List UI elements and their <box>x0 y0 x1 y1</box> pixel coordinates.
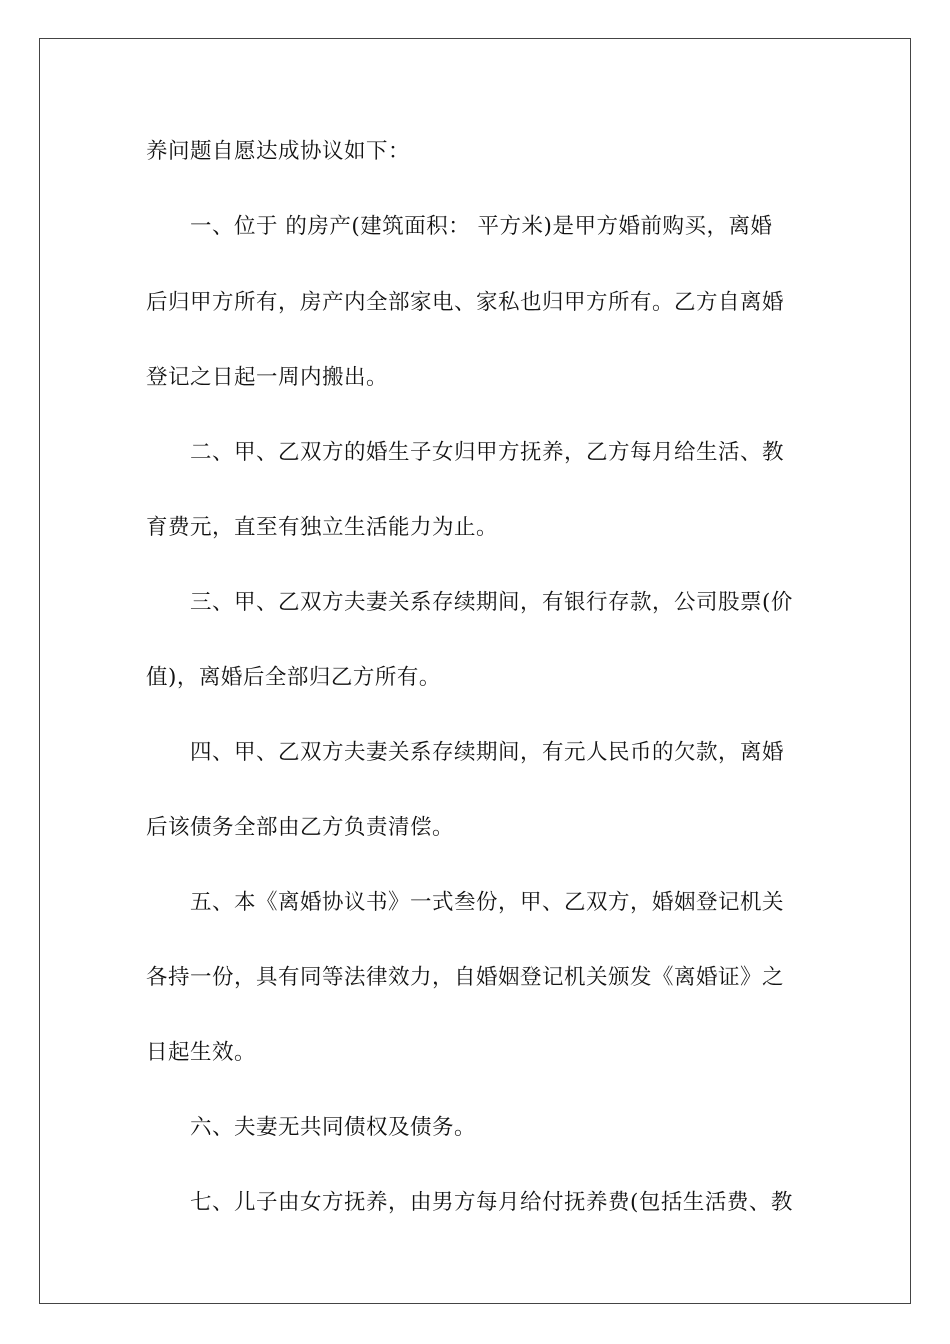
clause-2-line-2: 育费元，直至有独立生活能力为止。 <box>146 515 499 540</box>
clause-3-line-2: 值)，离婚后全部归乙方所有。 <box>146 665 441 690</box>
clause-3-line-1: 三、甲、乙双方夫妻关系存续期间，有银行存款，公司股票(价 <box>190 590 793 615</box>
clause-5-line-3: 日起生效。 <box>146 1040 257 1065</box>
clause-5-line-2: 各持一份，具有同等法律效力，自婚姻登记机关颁发《离婚证》之 <box>146 965 785 990</box>
clause-1-line-1: 一、位于 的房产(建筑面积： 平方米)是甲方婚前购买，离婚 <box>190 214 773 239</box>
clause-7-line-1: 七、儿子由女方抚养，由男方每月给付抚养费(包括生活费、教 <box>190 1190 793 1215</box>
clause-6-line-1: 六、夫妻无共同债权及债务。 <box>190 1115 477 1140</box>
clause-4-line-1: 四、甲、乙双方夫妻关系存续期间，有元人民币的欠款，离婚 <box>190 740 785 765</box>
clause-2-line-1: 二、甲、乙双方的婚生子女归甲方抚养，乙方每月给生活、教 <box>190 440 785 465</box>
clause-1-line-2: 后归甲方所有，房产内全部家电、家私也归甲方所有。乙方自离婚 <box>146 290 785 315</box>
clause-4-line-2: 后该债务全部由乙方负责清偿。 <box>146 815 455 840</box>
clause-5-line-1: 五、本《离婚协议书》一式叁份，甲、乙双方，婚姻登记机关 <box>190 890 785 915</box>
text-line: 养问题自愿达成协议如下： <box>146 139 411 164</box>
clause-1-line-3: 登记之日起一周内搬出。 <box>146 365 389 390</box>
